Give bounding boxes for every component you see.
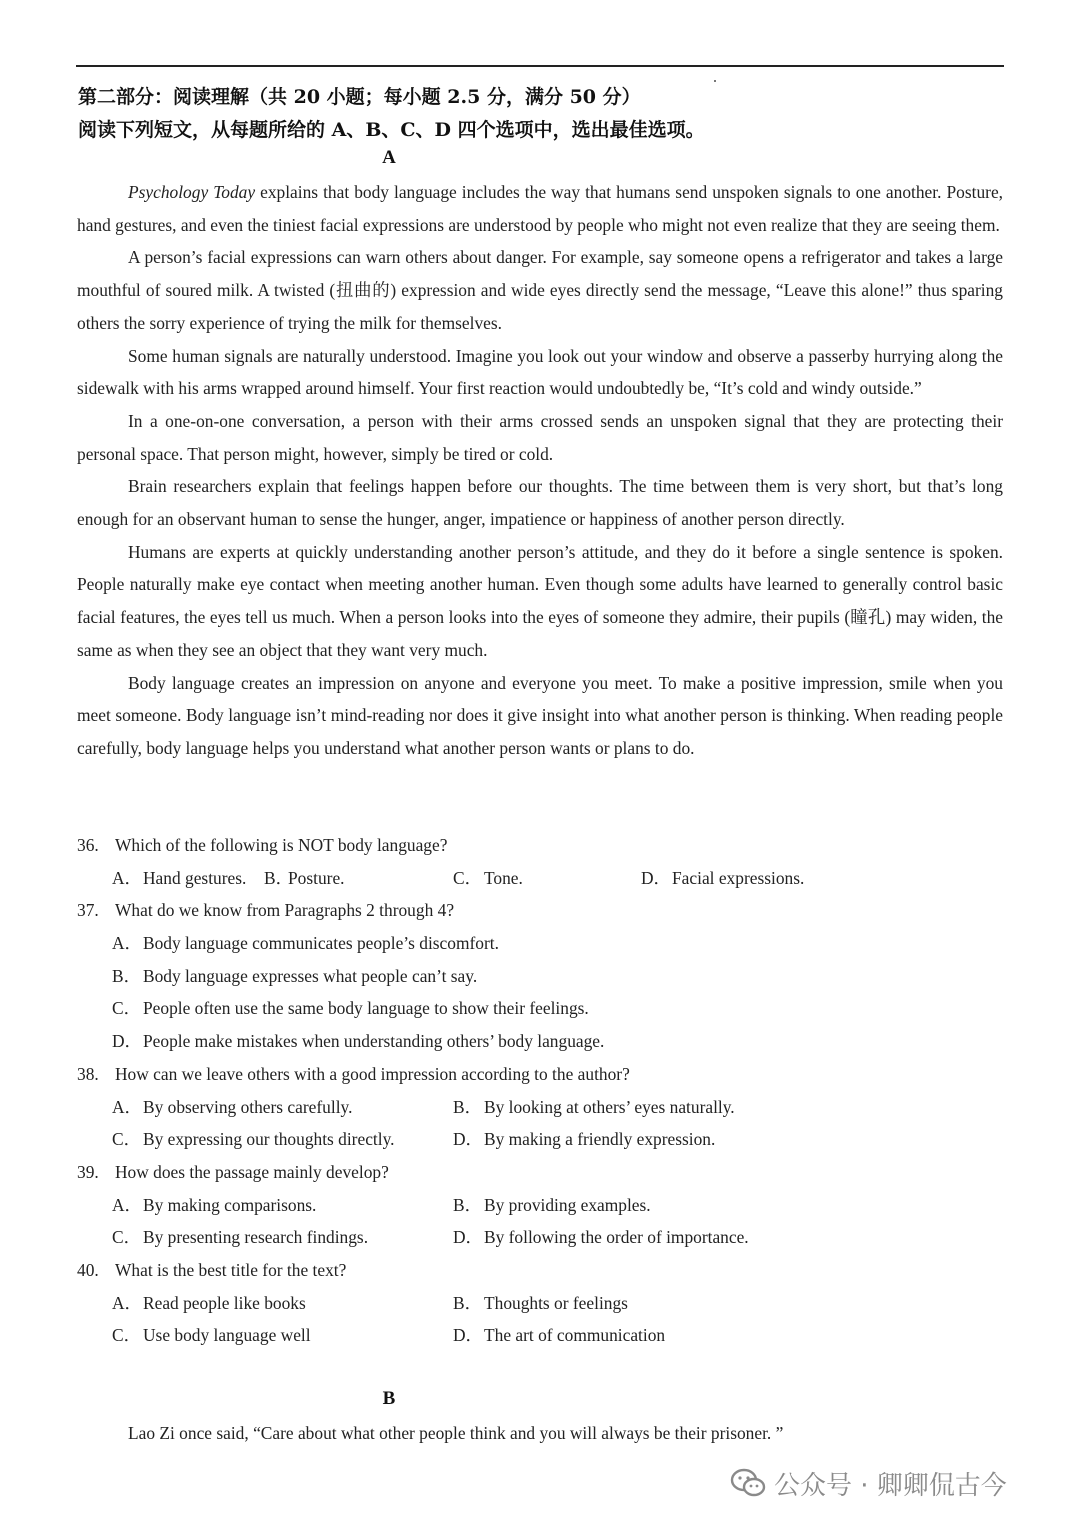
option-text: Hand gestures. (143, 867, 247, 888)
option-label: B． (453, 1194, 482, 1215)
option-38-b[interactable] (453, 1091, 735, 1124)
option-40-a[interactable] (112, 1287, 306, 1320)
question-number: 38. (77, 1063, 99, 1084)
option-text: People often use the same body language to show their feelings. (143, 998, 589, 1019)
option-38-d[interactable] (453, 1123, 715, 1156)
option-label: D． (453, 1325, 483, 1346)
instructions: 阅读下列短文，从每题所给的 A、B、C、D 四个选项中，选出最佳选项。 (78, 119, 705, 141)
options-39-cd (77, 1221, 1003, 1254)
question-stem: How can we leave others with a good impression according to the author? (115, 1063, 630, 1084)
option-label: C． (453, 867, 482, 888)
option-label: B． (112, 965, 141, 986)
part-heading: 第二部分：阅读理解（共 20 小题；每小题 2.5 分，满分 50 分） (78, 86, 641, 108)
option-label: D． (112, 1031, 142, 1052)
paragraph-3: Some human signals are naturally understood. Imagine you look out your window and observe a passerby hurrying along the sidewalk with his arms wrapped around himself. Your first reaction would undoubtedly be, “It’s cold and windy outside.” (77, 345, 1003, 399)
options-38-ab (77, 1091, 1003, 1124)
option-40-b[interactable] (453, 1287, 628, 1320)
option-text: By making comparisons. (143, 1194, 317, 1215)
question-stem: What is the best title for the text? (115, 1260, 347, 1280)
scan-speck (714, 80, 716, 82)
option-text: By making a friendly expression. (484, 1129, 716, 1150)
options-37-b (77, 960, 1003, 993)
options-36 (77, 862, 1003, 895)
option-text: Read people like books (143, 1292, 306, 1313)
option-text: By presenting research findings. (143, 1227, 369, 1248)
question-stem: Which of the following is NOT body language? (115, 835, 448, 855)
options-40-ab (77, 1287, 1003, 1320)
option-label: C． (112, 1227, 141, 1248)
option-label: A． (112, 1096, 142, 1117)
paragraph-1 (77, 176, 1003, 241)
option-label: D． (453, 1129, 483, 1150)
option-39-c[interactable] (112, 1221, 368, 1254)
question-number: 40. (77, 1260, 99, 1280)
option-text: By expressing our thoughts directly. (143, 1129, 395, 1150)
paragraph-4: In a one-on-one conversation, a person with their arms crossed sends an unspoken signal that they are protecting their personal space. That person might, however, simply be tired or cold. (77, 410, 1003, 464)
option-38-a[interactable] (112, 1091, 352, 1124)
top-rule (76, 65, 1004, 67)
option-text: By providing examples. (484, 1194, 651, 1215)
question-38 (77, 1058, 1003, 1091)
option-36-a[interactable] (112, 862, 246, 895)
option-text: Thoughts or feelings (484, 1292, 628, 1313)
section-b-title: B (382, 1388, 396, 1409)
option-label: D． (641, 867, 671, 888)
options-40-cd (77, 1319, 1003, 1352)
question-40 (77, 1254, 1003, 1287)
paragraph-1-text: explains that body language includes the way that humans send unspoken signals to one another. Posture, hand gestures, and even the tiniest facial expressions are understood by people who might not even realize that they are seeing them. (77, 182, 1004, 235)
question-stem: How does the passage mainly develop? (115, 1161, 389, 1182)
option-text: Body language expresses what people can’t say. (143, 965, 478, 986)
option-36-b[interactable] (264, 862, 345, 895)
option-label: A． (112, 1194, 142, 1215)
question-39 (77, 1156, 1003, 1189)
option-text: The art of communication (484, 1325, 666, 1346)
option-text: Tone. (484, 867, 523, 888)
paragraph-b-1: Lao Zi once said, “Care about what other people think and you will always be their prisoner. ” (128, 1423, 784, 1443)
question-list (77, 829, 1003, 1352)
source-title: Psychology Today (128, 182, 256, 202)
options-37-a (77, 927, 1003, 960)
question-number: 39. (77, 1161, 99, 1182)
option-text: Facial expressions. (672, 867, 805, 888)
question-number: 36. (77, 835, 99, 855)
option-label: A． (112, 867, 142, 888)
question-37 (77, 894, 1003, 927)
option-37-c[interactable] (112, 992, 589, 1025)
option-40-c[interactable] (112, 1319, 311, 1352)
option-36-d[interactable] (641, 862, 804, 895)
option-label: A． (112, 1292, 142, 1313)
passage-a (77, 176, 1003, 765)
option-label: D． (453, 1227, 483, 1248)
option-39-d[interactable] (453, 1221, 749, 1254)
passage-b (77, 1417, 1003, 1450)
question-stem: What do we know from Paragraphs 2 through 4? (115, 900, 455, 921)
question-number: 37. (77, 900, 99, 921)
option-text: People make mistakes when understanding others’ body language. (143, 1031, 605, 1052)
paragraph-2: A person’s facial expressions can warn others about danger. For example, say someone opens a refrigerator and takes a large mouthful of soured milk. A twisted (扭曲的) expression and wide eyes directly send the message, “Leave this alone!” thus sparing others the sorry experience of trying the milk for themselves. (77, 247, 1003, 333)
option-label: B． (453, 1096, 482, 1117)
option-text: Use body language well (143, 1325, 311, 1346)
watermark-text: 公众号 · 卿卿侃古今 (774, 1470, 1007, 1501)
question-36 (77, 829, 1003, 862)
options-39-ab (77, 1189, 1003, 1222)
option-39-b[interactable] (453, 1189, 651, 1222)
option-label: C． (112, 998, 141, 1019)
option-label: C． (112, 1129, 141, 1150)
option-label: C． (112, 1325, 141, 1346)
option-text: By looking at others’ eyes naturally. (484, 1096, 735, 1117)
options-38-cd (77, 1123, 1003, 1156)
option-text: Posture. (288, 867, 345, 888)
section-a-title: A (382, 147, 396, 168)
options-37-d (77, 1025, 1003, 1058)
option-label: B． (453, 1292, 482, 1313)
option-37-d[interactable] (112, 1025, 604, 1058)
option-label: A． (112, 933, 142, 954)
paragraph-7: Body language creates an impression on anyone and everyone you meet. To make a positive impression, smile when you meet someone. Body language isn’t mind-reading nor does it give insight into what another person is thinking. When reading people carefully, body language helps you understand what another person wants or plans to do. (77, 672, 1003, 758)
option-37-a[interactable] (112, 927, 499, 960)
option-39-a[interactable] (112, 1189, 316, 1222)
option-40-d[interactable] (453, 1319, 665, 1352)
option-37-b[interactable] (112, 960, 477, 993)
option-38-c[interactable] (112, 1123, 394, 1156)
paragraph-6: Humans are experts at quickly understanding another person’s attitude, and they do it before a single sentence is spoken. People naturally make eye contact when meeting another human. Even though some adults have learned to generally control basic facial features, the eyes tell us much. When a person looks into the eyes of someone they admire, their pupils (瞳孔) may widen, the same as when they see an object that they want very much. (77, 541, 1003, 660)
option-text: By observing others carefully. (143, 1096, 353, 1117)
option-text: Body language communicates people’s discomfort. (143, 933, 499, 954)
option-36-c[interactable] (453, 862, 523, 895)
wechat-icon (730, 1468, 766, 1498)
paragraph-5: Brain researchers explain that feelings happen before our thoughts. The time between them is very short, but that’s long enough for an observant human to sense the hunger, anger, impatience or happiness of another person directly. (77, 476, 1003, 530)
option-text: By following the order of importance. (484, 1227, 749, 1248)
watermark (730, 1463, 1007, 1503)
options-37-c (77, 992, 1003, 1025)
option-label: B． (264, 867, 293, 888)
